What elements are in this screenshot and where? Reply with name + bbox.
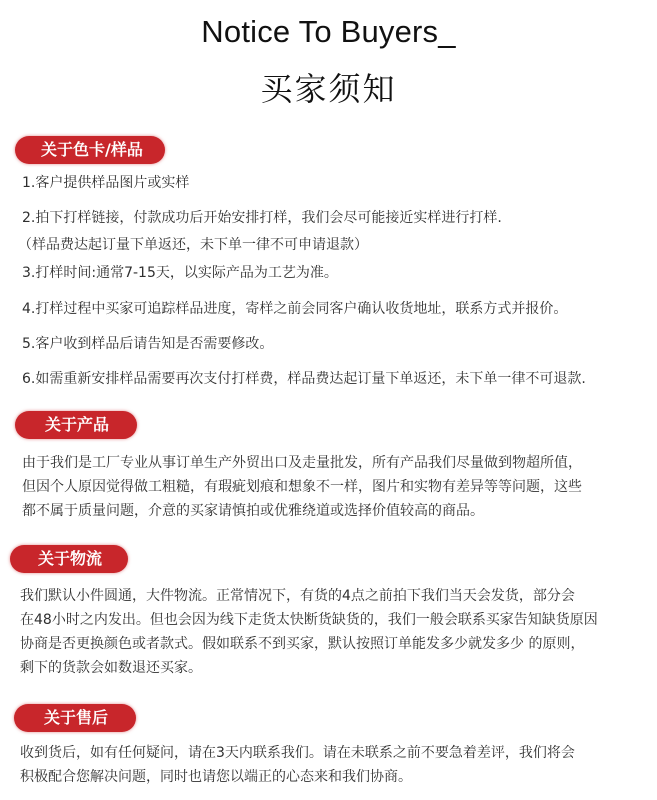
samples-line-6: 6.如需重新安排样品需要再次支付打样费，样品费达起订量下单返还，未下单一律不可退款. — [22, 371, 586, 387]
page-title-zh: 买家须知 — [260, 70, 397, 108]
samples-line-4: 4.打样过程中买家可追踪样品进度，寄样之前会同客户确认收货地址，联系方式并报价。 — [22, 301, 568, 317]
samples-line-3: 3.打样时间:通常7-15天，以实际产品为工艺为准。 — [22, 265, 338, 281]
samples-line-1: 1.客户提供样品图片或实样 — [22, 175, 190, 191]
section-heading-samples: 关于色卡/样品 — [15, 136, 165, 164]
section-heading-logistics: 关于物流 — [10, 545, 128, 573]
page-title-en: Notice To Buyers_ — [201, 14, 456, 49]
samples-line-2: 2.拍下打样链接，付款成功后开始安排打样，我们会尽可能接近实样进行打样. — [22, 210, 502, 226]
logistics-line-4: 剩下的货款会如数退还买家。 — [20, 660, 202, 676]
section-heading-products: 关于产品 — [15, 411, 137, 439]
logistics-paragraph — [20, 584, 640, 680]
products-line-1: 由于我们是工厂专业从事订单生产外贸出口及走量批发，所有产品我们尽量做到物超所值， — [22, 455, 582, 471]
after-sales-line-1: 收到货后，如有任何疑问，请在3天内联系我们。请在未联系之前不要急着差评，我们将会 — [20, 745, 575, 761]
after-sales-paragraph — [20, 741, 640, 789]
products-line-3: 都不属于质量问题，介意的买家请慎拍或优雅绕道或选择价值较高的商品。 — [22, 503, 484, 519]
section-heading-after-sales: 关于售后 — [14, 704, 136, 732]
after-sales-line-2: 积极配合您解决问题，同时也请您以端正的心态来和我们协商。 — [20, 769, 412, 785]
products-line-2: 但因个人原因觉得做工粗糙，有瑕疵划痕和想象不一样，图片和实物有差异等等问题，这些 — [22, 479, 582, 495]
logistics-line-3: 协商是否更换颜色或者款式。假如联系不到买家，默认按照订单能发多少就发多少 的原则， — [20, 636, 585, 652]
logistics-line-1: 我们默认小件圆通，大件物流。正常情况下，有货的4点之前拍下我们当天会发货，部分会 — [20, 588, 575, 604]
logistics-line-2: 在48小时之内发出。但也会因为线下走货太快断货缺货的，我们一般会联系买家告知缺货原因 — [20, 612, 598, 628]
samples-line-5: 5.客户收到样品后请告知是否需要修改。 — [22, 336, 274, 352]
samples-line-2-note: （样品费达起订量下单返还，未下单一律不可申请退款） — [18, 237, 368, 253]
products-paragraph — [22, 451, 642, 523]
